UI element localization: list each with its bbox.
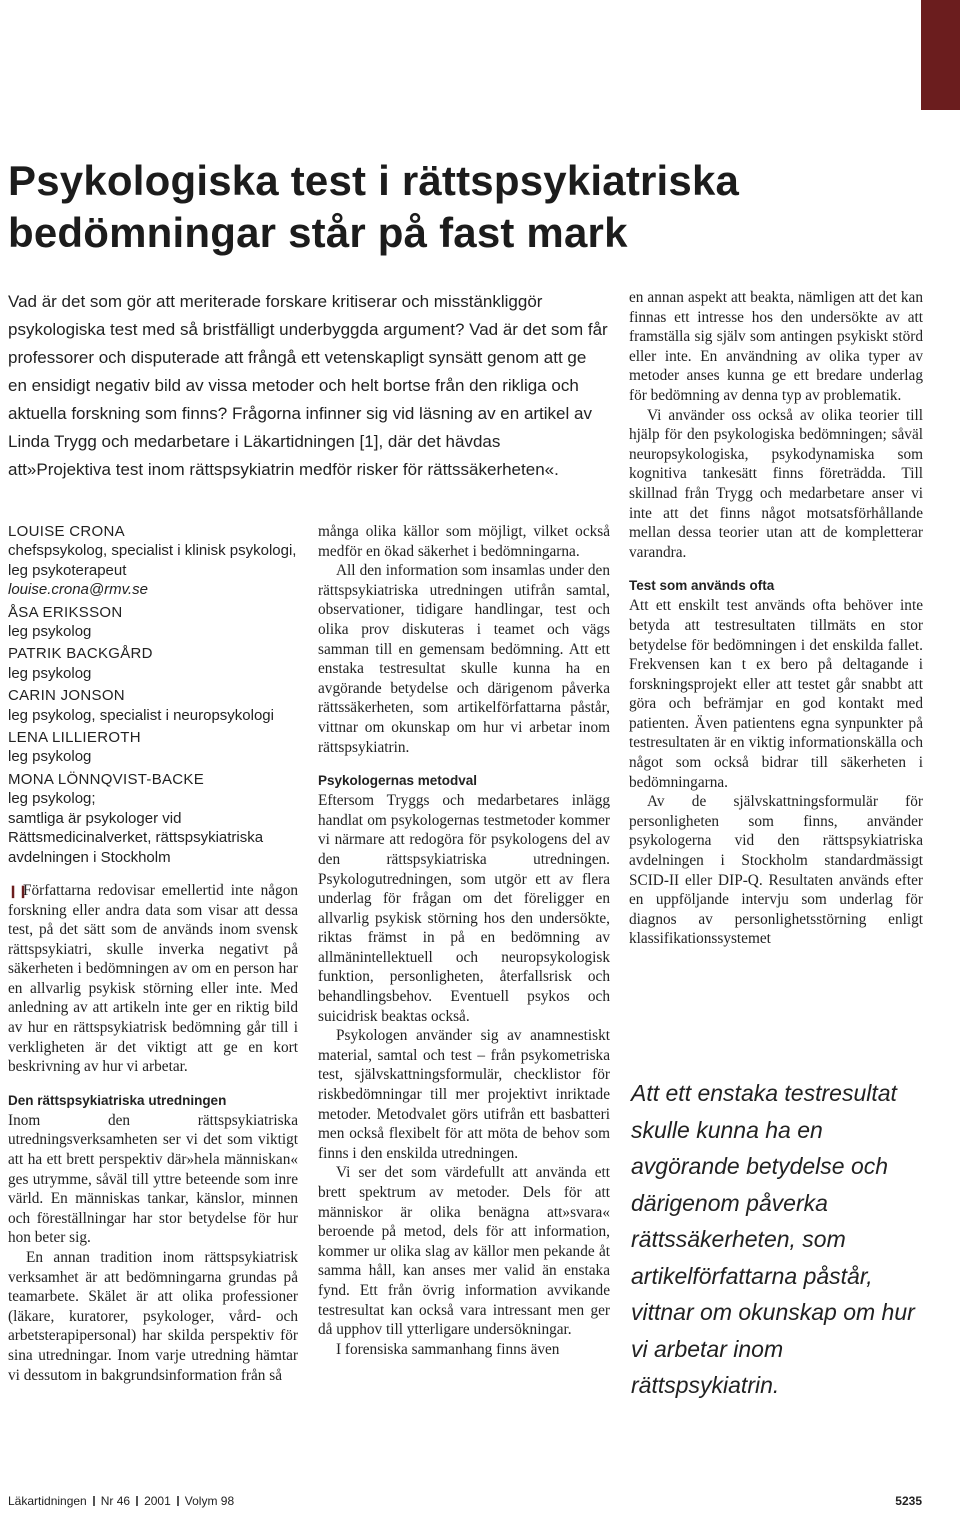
- issue-number: Nr 46: [100, 1494, 131, 1508]
- body-paragraph: en annan aspekt att beakta, nämligen att det kan finnas ett intresse hos den undersökte av att framställa sig själv som antingen psykiskt störd eller inte. En användning av olika typer av metoder anses kunna ge ett bredare underlag för bedömning av denna typ av problematik.: [629, 289, 923, 404]
- body-paragraph: Av de självskattningsformulär för personligheten som finns, använder psykologerna vid den rättspsykiatriska avdelningen i Stockholm standardmässigt SCID-II eller DIP-Q. Resultaten används efter en uppföljande intervju som underlag för diagnos av personlighetsstörning enligt klassifikationssystemet: [629, 793, 923, 948]
- body-paragraph: All den information som insamlas under den rättspsykiatriska utredningen utifrån samtal, observationer, tidigare handlingar, test och olika prov diskuteras i teamet och vägs samman till en gemensam bedömning. Att ett enstaka testresultat skulle kunna ha en avgörande betydelse och därigenom påverka rättssäkerheten, som artikelförfattarna påstår, vittnar om okunskap om hur vi arbetar inom rättspsykiatrin.: [318, 562, 610, 756]
- body-paragraph: Vi ser det som värdefullt att använda ett brett spektrum av metoder. Dels för att människor är olika benägna att»svara« beroende på metod, dels för att information, kommer ur olika slag av källor men pekande åt samma håll, kan anses mer valid än enstaka fynd. Ett från övrig information avvikande testresultat kan också vara intressant men ger då upphov till ytterligare undersökningar.: [318, 1164, 610, 1339]
- author-list: [8, 522, 298, 867]
- author-name: LOUISE CRONA: [8, 523, 125, 540]
- pull-quote: Att ett enstaka testresultat skulle kunna ha en avgörande betydelse och därigenom påverka rättssäkerheten, som artikelförfattarna påstår, vittnar om okunskap om hur vi arbetar inom rättspsykiatrin.: [631, 1080, 915, 1398]
- author-role: leg psykolog: [8, 623, 92, 641]
- body-paragraph: En annan tradition inom rättspsykiatrisk verksamhet är att bedömningarna grundas på teamarbete. Skälet är att olika professioner (läkare, kuratorer, psykologer, vård- och arbetsterapipersonal) har skilda perspektiv för sina utredningar. Inom varje utredning hämtar vi dessutom in bakgrundsinformation från så: [8, 1249, 298, 1384]
- author-entry: [8, 728, 298, 767]
- volume-number: Volym 98: [184, 1494, 235, 1508]
- publication-year: 2001: [144, 1494, 171, 1508]
- body-paragraph: Psykologen använder sig av anamnestiskt material, samtal och test – från psykometriska test, självskattningsformulär, checklistor för riskbedömningar till mer projektivt inriktade metoder. Metodvalet görs utifrån ett basbatteri men också flexibelt för att möta de behov som finns i den enskilda utredningen.: [318, 1027, 610, 1162]
- body-paragraph: många olika källor som möjligt, vilket också medför en ökad säkerhet i bedömningarna.: [318, 523, 610, 560]
- body-paragraph: Vi använder oss också av olika teorier till hjälp för den psykologiska bedömningen; såväl neuropsykologiska, psykodynamiska som kognitiva tankesätt finns företrädda. Till skillnad från Trygg och medarbetare anser vi inte att det finns något motsatsförhållande mellan dessa teorier utan att de kompletterar varandra.: [629, 406, 923, 561]
- column-3: [629, 288, 923, 949]
- author-entry: [8, 770, 298, 867]
- footer-separator: [93, 1496, 95, 1506]
- body-paragraph: Inom den rättspsykiatriska utredningsverksamheten ser vi det som viktigt att ha ett brett perspektiv där»hela människan« ges utrymme, såväl till yttre beteende som inre värld. En människas tankar, känslor, minnen och föreställningar har stor betydelse för hur hon beter sig.: [8, 1111, 298, 1247]
- section-marker-icon: ❙❙: [8, 883, 29, 898]
- author-entry: [8, 522, 298, 600]
- section-heading: Psykologernas metodval: [318, 773, 478, 789]
- journal-name: Läkartidningen: [8, 1494, 87, 1508]
- author-role: leg psykolog: [8, 748, 92, 766]
- author-role: leg psykolog: [8, 664, 92, 682]
- author-name: PATRIK BACKGÅRD: [8, 645, 153, 663]
- author-role: chefspsykolog, specialist i klinisk psykologi, leg psykoterapeut: [8, 542, 297, 579]
- article-title: Psykologiska test i rättspsykiatriska bedömningar står på fast mark: [8, 157, 740, 256]
- article-lede: Vad är det som gör att meriterade forskare kritiserar och misstänkliggör psykologiska test med så bristfälligt underbyggda argument? Vad är det som får professorer och disputerade att frångå ett vetenskapligt synsätt genom att ge en ensidigt negativ bild av vissa metoder och helt bortse från den rikliga och aktuella forskning som finns? Frågorna infinner sig vid läsning av en artikel av Linda Trygg och medarbetare i Läkartidningen [1], där det hävdas att»Projektiva test inom rättspsykiatrin medför risker för rättssäkerheten«.: [8, 292, 608, 479]
- body-paragraph: I forensiska sammanhang finns även: [336, 1340, 560, 1358]
- author-name: LENA LILLIEROTH: [8, 729, 141, 747]
- section-heading: Den rättspsykiatriska utredningen: [8, 1092, 227, 1108]
- author-role: leg psykolog, specialist i neuropsykologi: [8, 706, 274, 724]
- author-name: MONA LÖNNQVIST-BACKE: [8, 770, 205, 788]
- author-entry: [8, 603, 298, 642]
- author-email-link[interactable]: louise.crona@rmv.se: [8, 581, 148, 599]
- page-number: 5235: [895, 1494, 922, 1508]
- page-footer: [8, 1494, 922, 1508]
- footer-separator: [136, 1496, 138, 1506]
- author-entry: [8, 644, 298, 683]
- author-role: leg psykolog;: [8, 790, 96, 808]
- body-paragraph: Att ett enskilt test används ofta behöver inte betyda att testresultaten tillmäts en stor betydelse för bedömningen i det enskilda fallet. Frekvensen kan t ex bero på deltagande i forskningsprojekt eller att testet går snabbt att göra och befrämjar en god kontakt med patienten. Även patientens egna synpunkter på testresultaten är en viktig informationskälla och något som också bidrar till säkerheten i bedömningarna.: [629, 597, 923, 791]
- intro-text: Författarna redovisar emellertid inte någon forskning eller andra data som visar att dessa test, på det sätt som de används inom svensk rättspsykiatri, skulle inverka negativt på säkerheten i bedömningen av om en person har en allvarlig psykisk störning eller inte. Med anledning av att artikeln inte ger en riktig bild av hur en rättspsykiatrisk bedömning går till i verkligheten är det viktigt att ge en kort beskrivning av hur vi arbetar.: [8, 881, 298, 1076]
- corner-color-tab: [921, 0, 960, 110]
- body-paragraph: Eftersom Tryggs och medarbetares inlägg handlat om psykologernas testmetoder kommer vi närmare att redogöra för psykologens del av den rättspsykiatriska utredningen. Psykologutredningen, som utgör ett av flera underlag för frågan om det föreligger en allvarlig psykisk störning hos den undersökte, riktas främst in på en bedömning av allmänintellektuell och neuropsykologisk funktion, personligheten, återfallsrisk och behandlingsbehov. Eventuell psykos och suicidrisk beaktas också.: [318, 792, 610, 1025]
- body-paragraph: [8, 881, 298, 1077]
- column-2: [318, 522, 610, 1359]
- section-heading: Test som används ofta: [629, 578, 775, 594]
- footer-separator: [177, 1496, 179, 1506]
- author-entry: [8, 686, 298, 725]
- author-affiliation: samtliga är psykologer vid Rättsmedicinalverket, rättspsykiatriska avdelningen i Stockholm: [8, 809, 264, 866]
- column-1: [8, 522, 298, 1385]
- author-name: ÅSA ERIKSSON: [8, 603, 123, 621]
- author-name: CARIN JONSON: [8, 687, 125, 705]
